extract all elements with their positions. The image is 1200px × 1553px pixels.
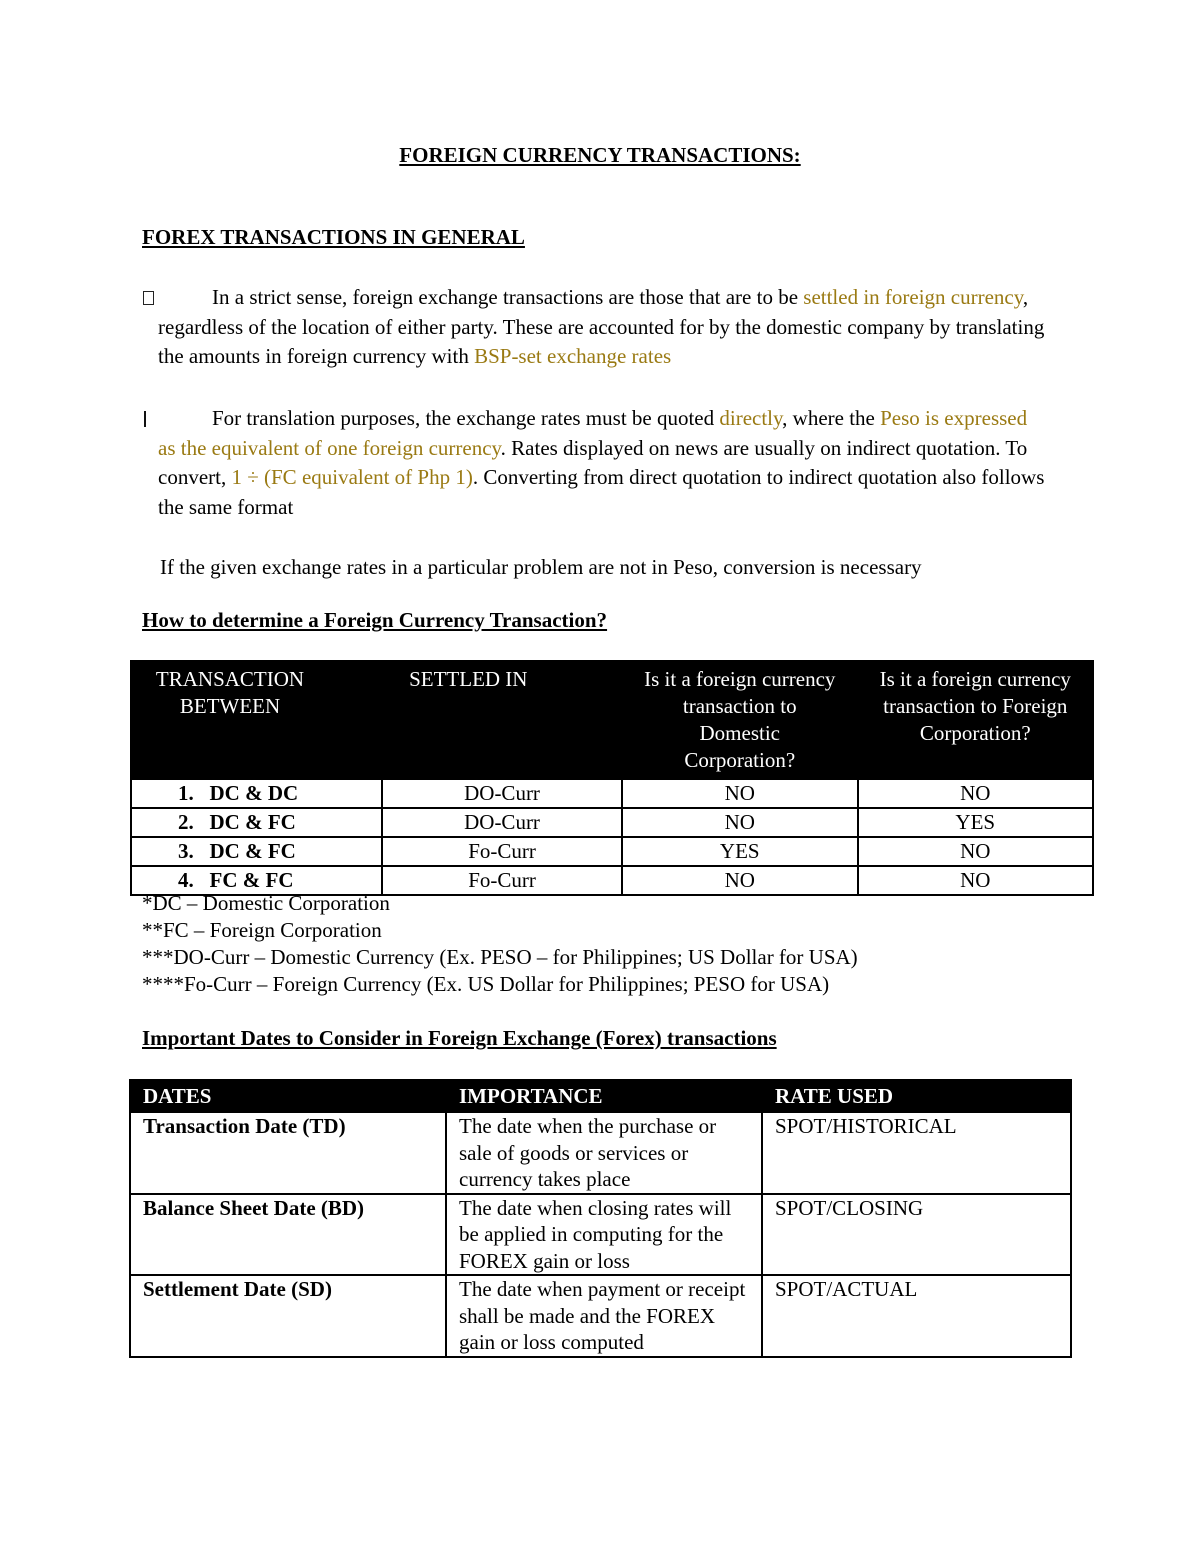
table-row	[130, 1112, 1071, 1194]
bullet-2-text-d: . Converting from direct quotation to indirect quotation also follows the same format	[158, 465, 1045, 519]
table-row	[131, 779, 1093, 808]
table-row	[131, 837, 1093, 866]
bullet-2-marker	[144, 411, 146, 432]
bullet-1-highlight-a: settled in foreign currency	[803, 285, 1023, 309]
header-importance: IMPORTANCE	[446, 1080, 762, 1112]
between-cell	[131, 808, 382, 837]
bullet-2-highlight-a: directly	[719, 406, 783, 430]
header-rate-used: RATE USED	[762, 1080, 1071, 1112]
bullet-1-highlight-b: BSP-set exchange rates	[474, 344, 672, 368]
bullet-3-paragraph: If the given exchange rates in a particular problem are not in Peso, conversion is necessary	[160, 555, 922, 579]
table-row	[130, 1275, 1071, 1357]
row-number: 1.	[178, 781, 194, 805]
domestic-cell: YES	[622, 837, 858, 866]
bullet-1-marker	[143, 291, 154, 310]
foreign-cell: NO	[858, 837, 1093, 866]
foreign-cell: YES	[858, 808, 1093, 837]
bullet-2-highlight-b: Peso is expressed as the equivalent of one foreign currency	[158, 406, 1028, 460]
date-label: Transaction Date (TD)	[130, 1112, 446, 1194]
importance-text	[446, 1275, 762, 1357]
note-line: ***DO-Curr – Domestic Currency (Ex. PESO – for Philippines; US Dollar for USA)	[142, 945, 858, 969]
row-number: 2.	[178, 810, 194, 834]
date-label: Settlement Date (SD)	[130, 1275, 446, 1357]
bullet-2-paragraph	[158, 404, 1048, 522]
note-line: ****Fo-Curr – Foreign Currency (Ex. US Dollar for Philippines; PESO for USA)	[142, 972, 830, 996]
settled-cell: DO-Curr	[382, 779, 622, 808]
domestic-cell: NO	[622, 808, 858, 837]
importance-value: The date when payment or receipt shall be made and the FOREX gain or loss computed	[459, 1277, 746, 1354]
between-value: DC & FC	[209, 810, 296, 834]
importance-text	[446, 1112, 762, 1194]
header-domestic: Is it a foreign currency transaction to Domestic Corporation?	[644, 667, 836, 772]
dates-table	[129, 1079, 1072, 1358]
settled-cell: DO-Curr	[382, 808, 622, 837]
bar-bullet-icon	[144, 411, 146, 427]
section-heading-determine: How to determine a Foreign Currency Transaction?	[142, 608, 608, 632]
checkbox-bullet-icon	[143, 291, 154, 305]
between-value: DC & DC	[209, 781, 299, 805]
header-dates: DATES	[130, 1080, 446, 1112]
date-label: Balance Sheet Date (BD)	[130, 1194, 446, 1276]
note-line: *DC – Domestic Corporation	[142, 891, 390, 915]
bullet-2-text-c: . Rates displayed on news are usually on indirect quotation. To convert,	[158, 435, 1028, 489]
bullet-2-highlight-c: 1 ÷ (FC equivalent of Php 1)	[231, 465, 473, 489]
header-cell	[858, 661, 1093, 779]
section-heading-forex-general: FOREX TRANSACTIONS IN GENERAL	[142, 225, 525, 249]
row-number: 4.	[178, 868, 194, 892]
bullet-2-text-b: , where the	[782, 406, 881, 430]
header-cell	[131, 661, 382, 779]
row-number: 3.	[178, 839, 194, 863]
domestic-cell: NO	[622, 866, 858, 895]
header-cell	[382, 661, 622, 779]
header-foreign: Is it a foreign currency transaction to Foreign Corporation?	[879, 667, 1071, 745]
between-value: DC & FC	[209, 839, 296, 863]
bullet-1-text-b: , regardless of the location of either party. These are accounted for by the domestic company by translating the amounts in foreign currency with	[158, 285, 1045, 368]
note-line: **FC – Foreign Corporation	[142, 918, 382, 942]
header-transaction-between: TRANSACTION BETWEEN	[155, 667, 305, 718]
page-title: FOREIGN CURRENCY TRANSACTIONS:	[399, 143, 801, 167]
rate-used: SPOT/ACTUAL	[762, 1275, 1071, 1357]
bullet-2-text-a: For translation purposes, the exchange rates must be quoted	[212, 406, 720, 430]
rate-used: SPOT/HISTORICAL	[762, 1112, 1071, 1194]
importance-text	[446, 1194, 762, 1276]
header-settled-in: SETTLED IN	[409, 667, 528, 691]
settled-cell: Fo-Curr	[382, 866, 622, 895]
bullet-1-text-a: In a strict sense, foreign exchange transactions are those that are to be	[212, 285, 804, 309]
dates-table-header	[130, 1080, 1071, 1112]
abbreviation-notes	[142, 890, 858, 998]
header-cell	[622, 661, 858, 779]
importance-value: The date when the purchase or sale of goods or services or currency takes place	[459, 1114, 717, 1191]
foreign-cell: NO	[858, 866, 1093, 895]
transaction-table	[130, 660, 1094, 896]
transaction-table-header	[131, 661, 1093, 779]
table-row	[131, 808, 1093, 837]
section-heading-important-dates: Important Dates to Consider in Foreign Exchange (Forex) transactions	[142, 1026, 777, 1050]
importance-value: The date when closing rates will be applied in computing for the FOREX gain or loss	[459, 1195, 732, 1273]
between-cell	[131, 837, 382, 866]
bullet-1-paragraph	[158, 283, 1048, 372]
domestic-cell: NO	[622, 779, 858, 808]
table-row	[130, 1194, 1071, 1276]
between-value: FC & FC	[209, 868, 294, 892]
between-cell	[131, 779, 382, 808]
foreign-cell: NO	[858, 779, 1093, 808]
rate-used: SPOT/CLOSING	[762, 1194, 1071, 1276]
settled-cell: Fo-Curr	[382, 837, 622, 866]
